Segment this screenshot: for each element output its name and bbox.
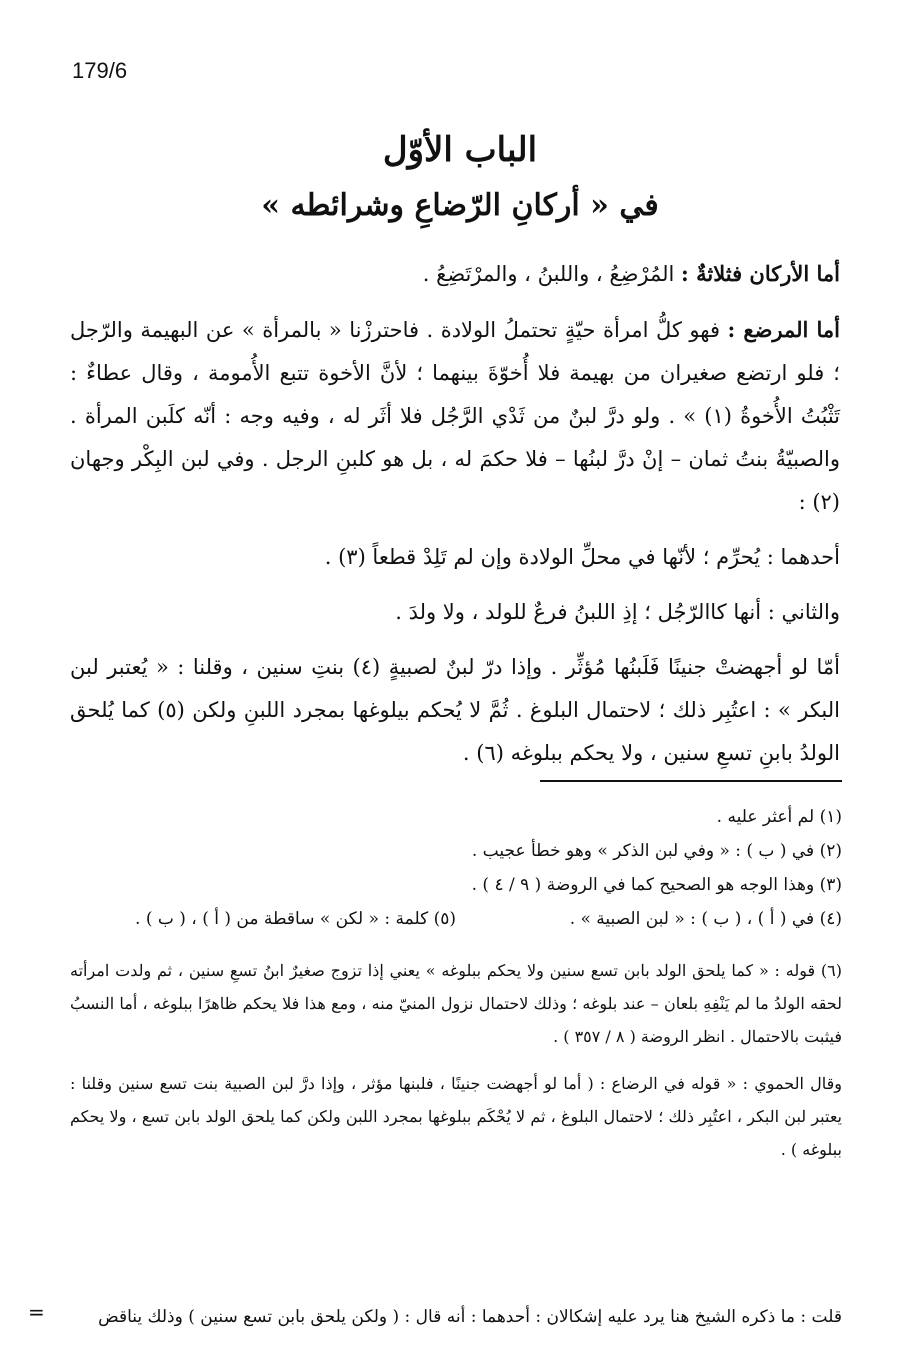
miscarriage-paragraph: أمّا لو أجهضتْ جنينًا فَلَبنُها مُؤثِّر . وإذا درّ لبنٌ لصبيةٍ (٤) بنتِ سنين ، وقلنا : « يُعتبر لبن البكر » : اعتُبِر ذلك ؛ لاحتمال البلوغ . ثُمَّ لا يُحكم بيلوغها بمجرد اللبنِ ولكن (٥) كما يُلحق الولدُ بابنِ تسعِ سنين ، ولا يحكم ببلوغه (٦) . (70, 655, 841, 765)
wet-nurse-paragraph (70, 308, 840, 524)
hamawi-note: وقال الحموي : « قوله في الرضاع : ( أما لو أجهضت جنينًا ، فلبنها مؤثر ، وإذا درَّ لبن الصبية بنت تسع سنين وقلنا : يعتبر لبن البكر ، اعتُبِر ذلك ؛ لاحتمال البلوغ ، ثم لا يُحْكَم ببلوغها بمجرد اللبن ولكن كما يلحق الولد بابن تسع ، ولا يحكم ببلوغه ) . (70, 1074, 842, 1159)
closing-note-line: قلت : ما ذكره الشيخ هنا يرد عليه إشكالان : أحدهما : أنه قال : ( ولكن يلحق بابن تسع سنين ) وذلك يناقض (98, 1307, 842, 1327)
second-view-paragraph: والثاني : أنها كاالرّجُل ؛ إذِ اللبنُ فرعٌ للولد ، ولا ولدَ . (395, 600, 840, 624)
wet-nurse-text: فهو كلُّ امرأة حيّةٍ تحتملُ الولادة . فاحترزْنا « بالمرأة » عن البهيمة والرّجل ؛ فلو ارتضع صغيران من بهيمة فلا أُخوّةَ بينهما ؛ لأنَّ الأخوة تتبع الأُمومة ، وقال عطاءٌ : تَثْبُتُ الأُخوةُ (١) » . ولو درَّ لبنٌ من ثَدْي الرَّجُل فلا أثَر له ، وفيه وجه : أنّه كلَبن المرأة . والصبيّةُ بنتُ ثمان – إنْ درَّ لبنُها – فلا حكمَ له ، بل هو كلبنِ الرجل . وفي لبن البِكْر وجهان (٢) : (70, 318, 841, 514)
pillars-paragraph (70, 252, 840, 296)
footnote-row-4-5 (70, 902, 842, 936)
main-text (70, 252, 840, 787)
continuation-mark: = (28, 1300, 45, 1324)
footnote-1: (١) لم أعثر عليه . (716, 807, 842, 827)
footnote-6: (٦) قوله : « كما يلحق الولد بابن تسع سنين ولا يحكم ببلوغه » يعني إذا تزوج صغيرٌ ابنُ تسعِ سنين ، ثم ولدت امرأته لحقه الولدُ ما لم يَنْفِهِ بلعان – عند بلوغه ؛ وذلك لاحتمال نزول المنيّ منه ، ومع هذا فلا يحكم ظاهرًا ببلوغه ، أما النسبُ فيثبت بالاحتمال . انظر الروضة ( ٨ / ٣٥٧ ) . (70, 961, 842, 1046)
pillars-label: أما الأركان فثلاثةٌ : (681, 261, 840, 286)
footnote-5: (٥) كلمة : « لكن » ساقطة من ( أ ) ، ( ب ) . (135, 909, 456, 929)
chapter-subtitle: في « أركانِ الرّضاعِ وشرائطه » (261, 188, 659, 223)
pillars-text: المُرْضِعُ ، واللبنُ ، والمرْتَضِعُ . (422, 262, 675, 286)
footnotes (70, 800, 842, 1166)
footnote-divider (540, 780, 842, 782)
footnote-4: (٤) في ( أ ) ، ( ب ) : « لبن الصبية » . (569, 909, 842, 929)
footnote-2: (٢) في ( ب ) : « وفي لبن الذكر » وهو خطأ عجيب . (471, 841, 842, 861)
chapter-title: الباب الأوّل (382, 130, 538, 170)
page-number: 179/6 (72, 58, 128, 83)
footnote-3: (٣) وهذا الوجه هو الصحيح كما في الروضة ( ٩ / ٤ ) . (471, 875, 842, 895)
first-view-paragraph: أحدهما : يُحرِّم ؛ لأنّها في محلِّ الولادة وإن لم تَلِدْ قطعاً (٣) . (324, 545, 840, 569)
wet-nurse-label: أما المرضع : (727, 317, 840, 342)
